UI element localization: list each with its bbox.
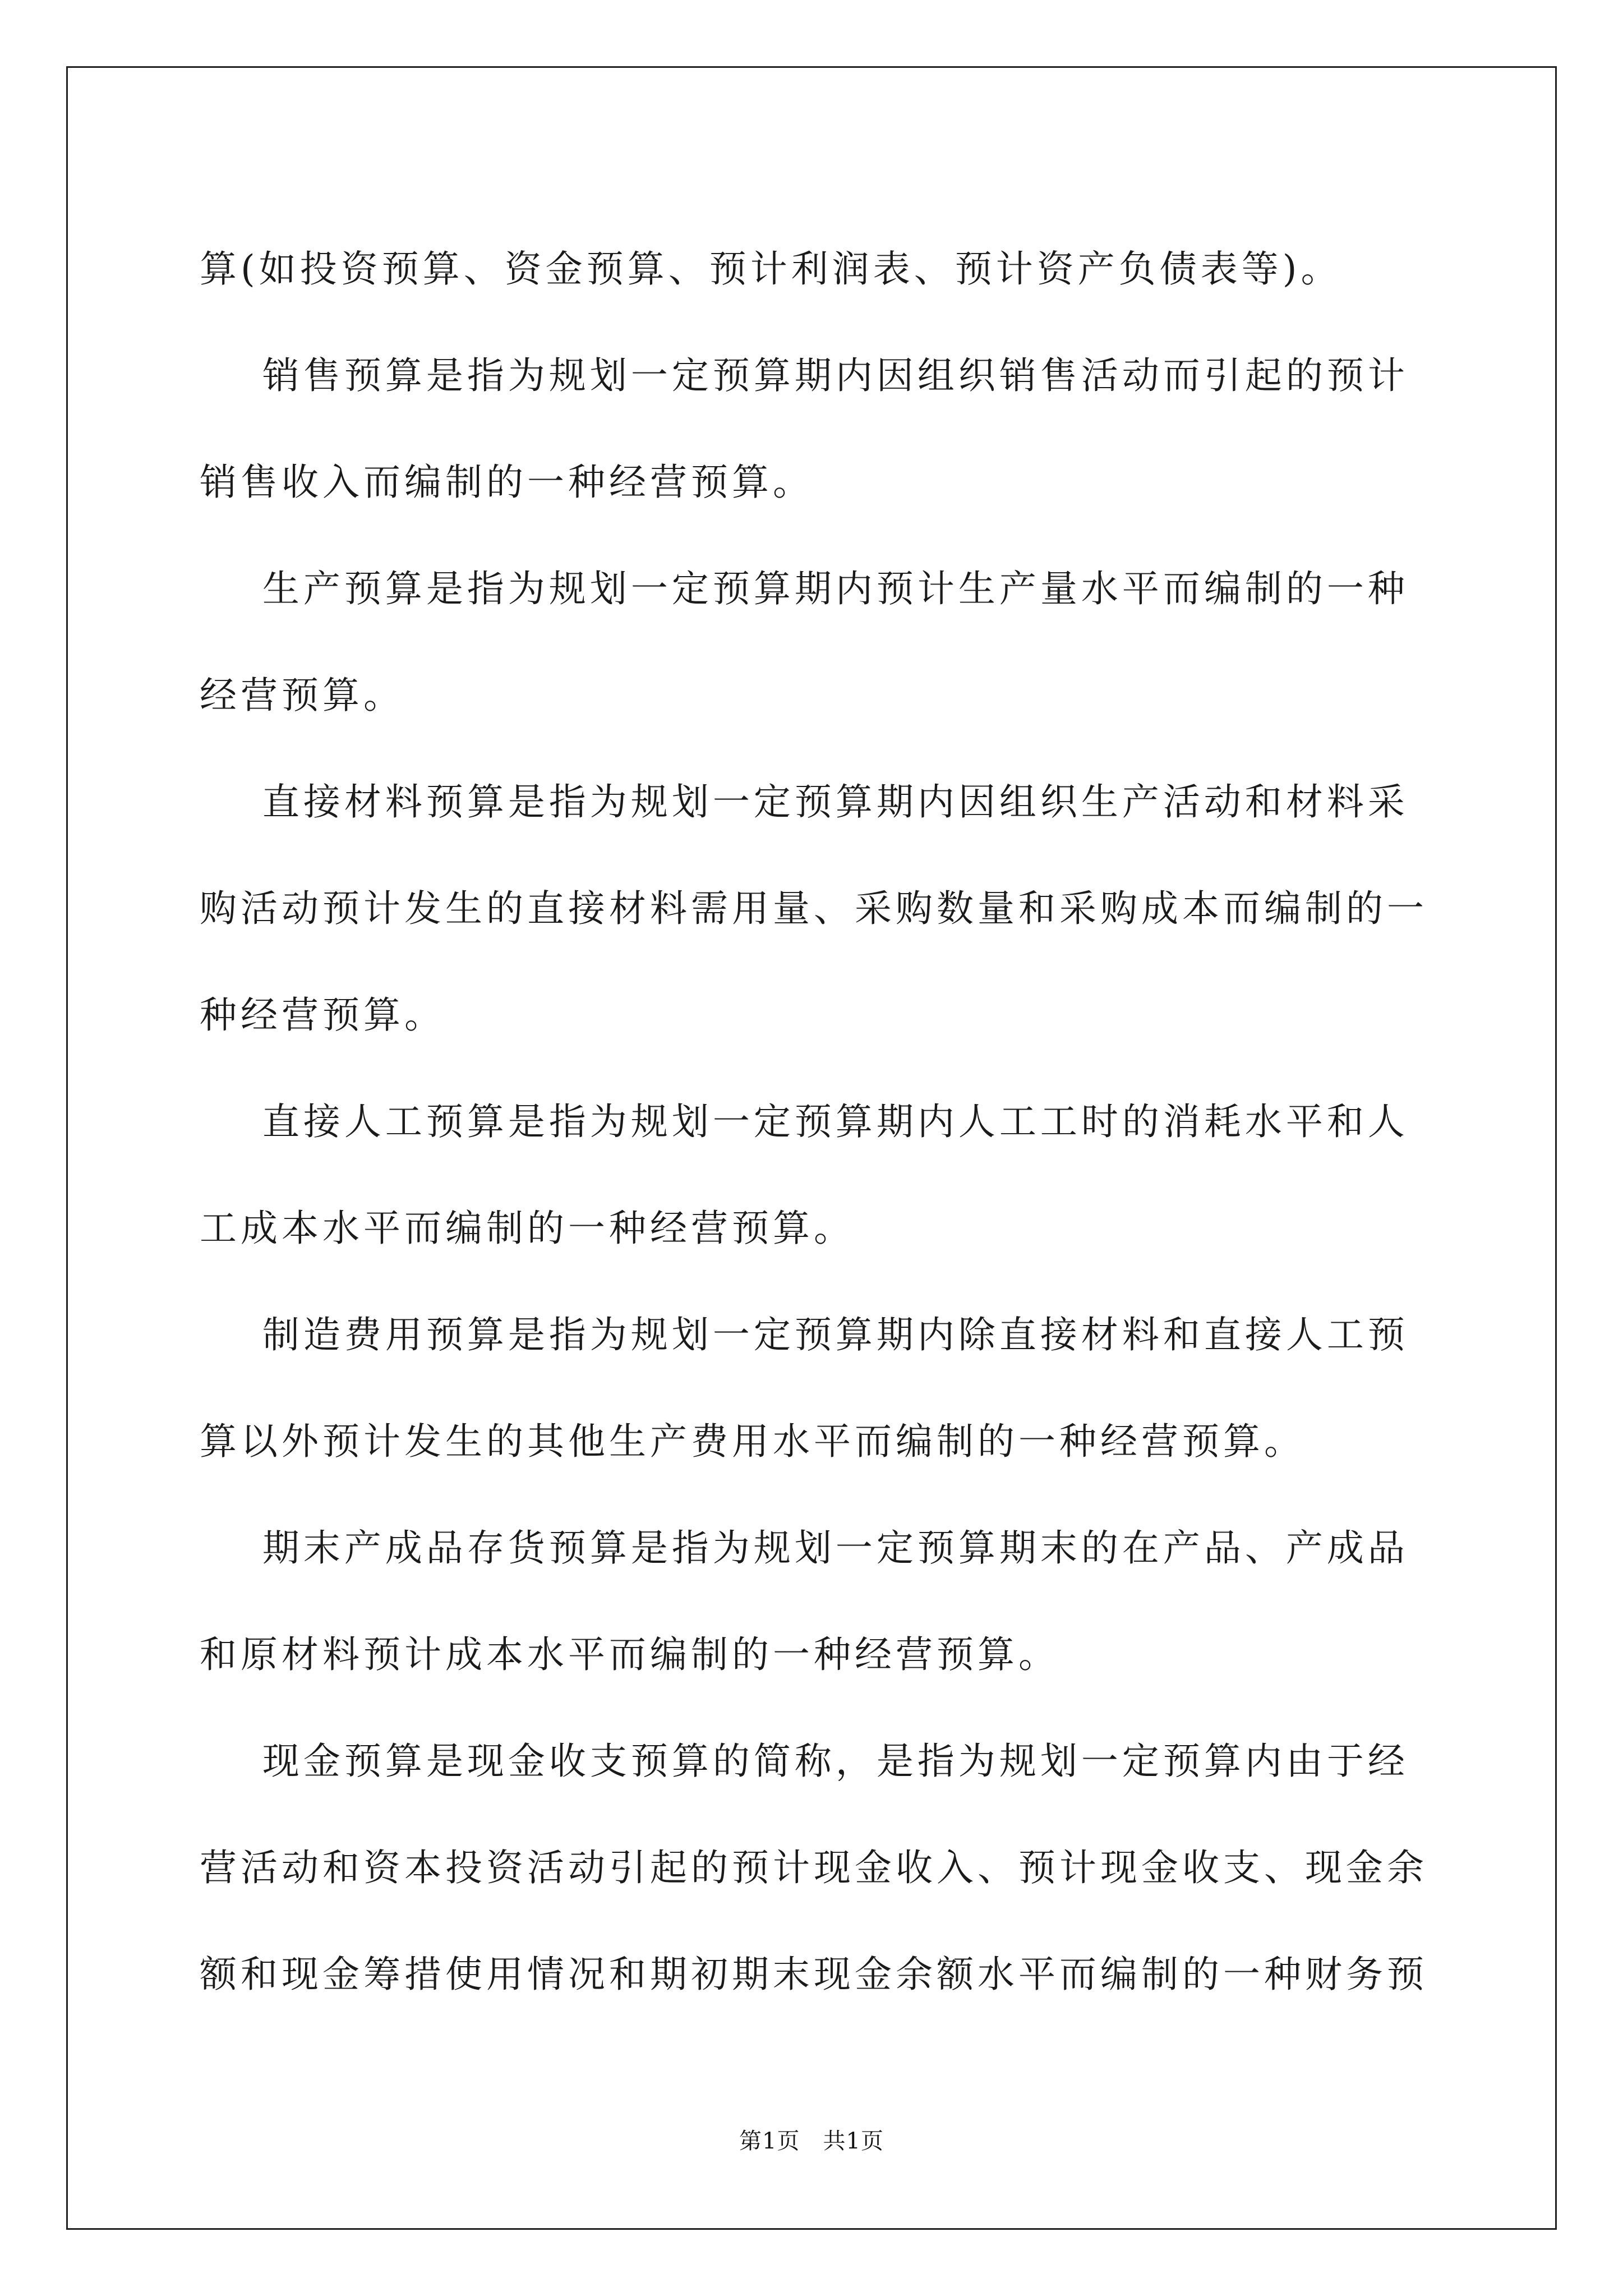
text-line: 算(如投资预算、资金预算、预计利润表、预计资产负债表等)。 (200, 247, 1342, 291)
text-line: 制造费用预算是指为规划一定预算期内除直接材料和直接人工预 (200, 1313, 1409, 1356)
text-line: 生产预算是指为规划一定预算期内预计生产量水平而编制的一种 (200, 567, 1409, 610)
text-line: 工成本水平而编制的一种经营预算。 (200, 1207, 855, 1250)
text-line: 和原材料预计成本水平而编制的一种经营预算。 (200, 1633, 1059, 1676)
text-line: 算以外预计发生的其他生产费用水平而编制的一种经营预算。 (200, 1420, 1305, 1463)
text-line: 直接人工预算是指为规划一定预算期内人工工时的消耗水平和人 (200, 1100, 1409, 1143)
text-line: 种经营预算。 (200, 993, 445, 1037)
page-number-footer: 第1页 共1页 (739, 2128, 884, 2154)
text-line: 期末产成品存货预算是指为规划一定预算期末的在产品、产成品 (200, 1526, 1409, 1570)
text-line: 销售收入而编制的一种经营预算。 (200, 461, 814, 504)
text-line: 直接材料预算是指为规划一定预算期内因组织生产活动和材料采 (200, 780, 1409, 823)
text-line: 经营预算。 (200, 674, 404, 717)
text-line: 额和现金筹措使用情况和期初期末现金余额水平而编制的一种财务预 (200, 1953, 1428, 1996)
document-body (200, 216, 1433, 2028)
text-line: 现金预算是现金收支预算的简称，是指为规划一定预算内由于经 (200, 1740, 1409, 1783)
text-line: 购活动预计发生的直接材料需用量、采购数量和采购成本而编制的一 (200, 887, 1428, 930)
text-line: 销售预算是指为规划一定预算期内因组织销售活动而引起的预计 (200, 354, 1409, 397)
text-line: 营活动和资本投资活动引起的预计现金收入、预计现金收支、现金余 (200, 1846, 1428, 1889)
